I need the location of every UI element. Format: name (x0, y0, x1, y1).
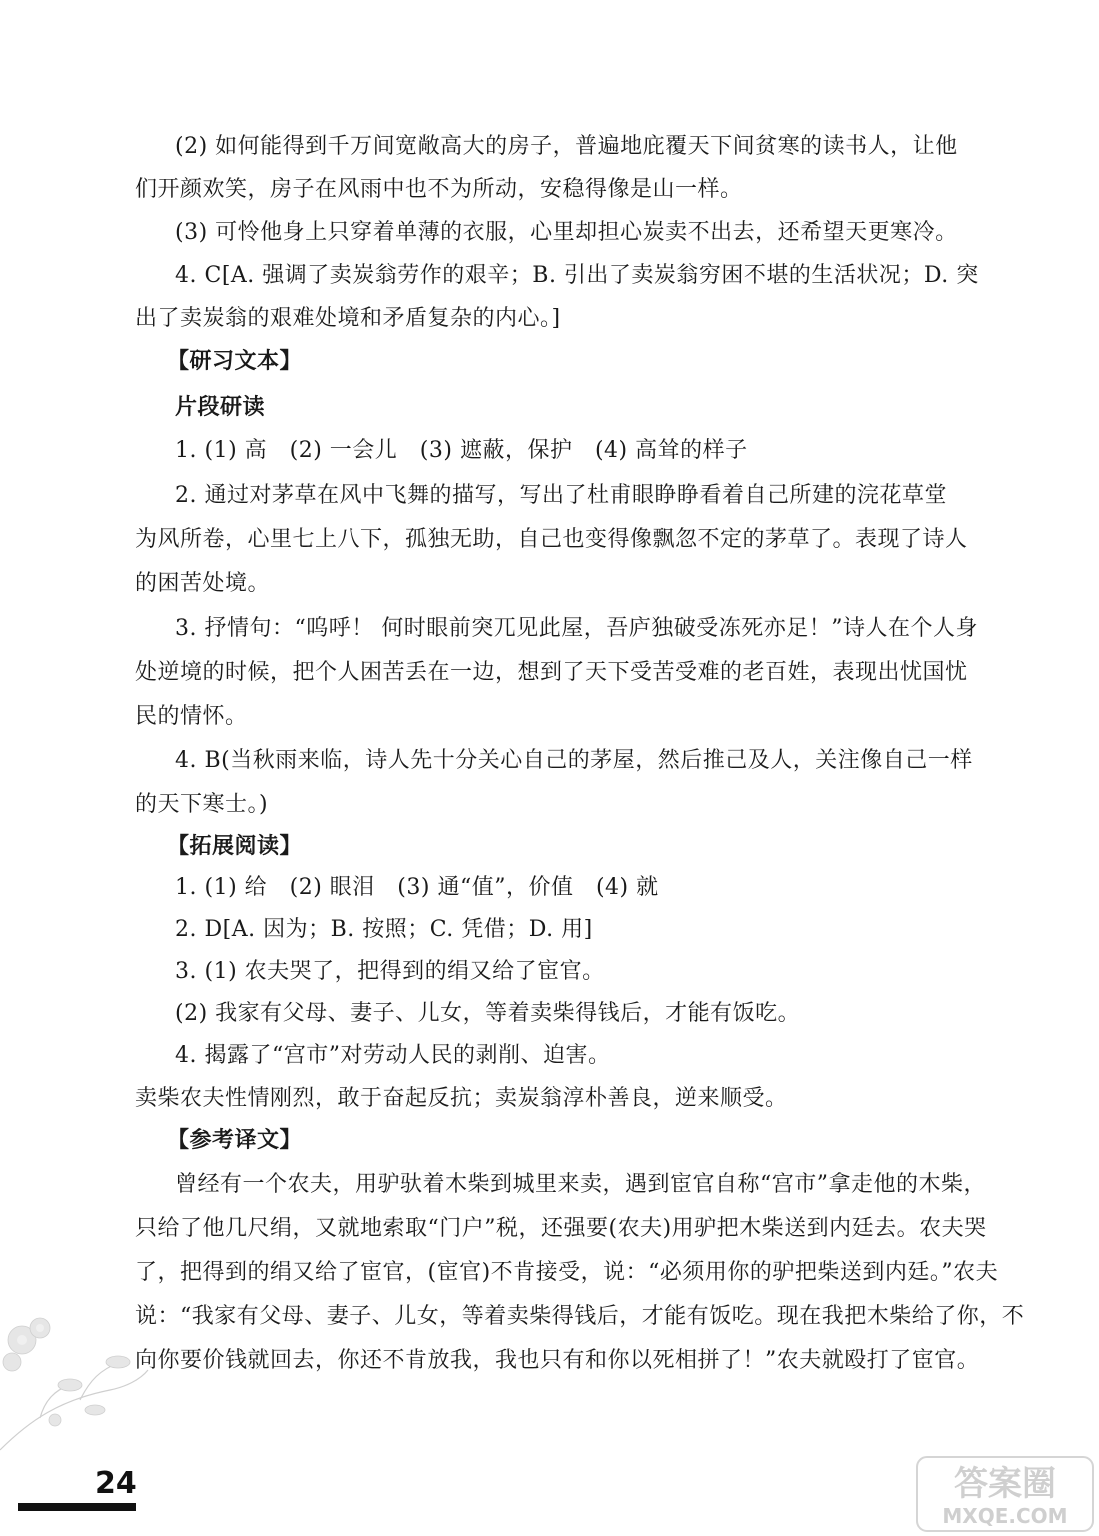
text-line: 3. (1) 农夫哭了，把得到的绢又给了宦官。 (175, 959, 605, 984)
svg-text:MXQE.COM: MXQE.COM (942, 1504, 1068, 1528)
text-line: 的天下寒士。) (135, 792, 269, 817)
text-line: (2) 如何能得到千万间宽敞高大的房子，普遍地庇覆天下间贫寒的读书人，让他 (175, 134, 958, 159)
text-line: 的困苦处境。 (135, 571, 271, 596)
text-line: 4. 揭露了“宫市”对劳动人民的剥削、迫害。 (175, 1043, 611, 1068)
watermark-logo (915, 1455, 1095, 1533)
text-line: 3. 抒情句：“呜呼！ 何时眼前突兀见此屋，吾庐独破受冻死亦足！”诗人在个人身 (175, 616, 978, 641)
text-line: 2. 通过对茅草在风中飞舞的描写，写出了杜甫眼睁睁看着自己所建的浣花草堂 (175, 483, 947, 508)
text-line: 处逆境的时候，把个人困苦丢在一边，想到了天下受苦受难的老百姓，表现出忧国忧 (135, 660, 968, 685)
section-heading: 【参考译文】 (167, 1128, 303, 1153)
text-line: 为风所卷，心里七上八下，孤独无助，自己也变得像飘忽不定的茅草了。表现了诗人 (135, 527, 968, 552)
text-line: 曾经有一个农夫，用驴驮着木柴到城里来卖，遇到宦官自称“宫市”拿走他的木柴， (175, 1172, 986, 1197)
text-line: 4. B(当秋雨来临，诗人先十分关心自己的茅屋，然后推己及人，关注像自己一样 (175, 748, 973, 773)
text-line: 向你要价钱就回去，你还不肯放我，我也只有和你以死相拼了！”农夫就殴打了宦官。 (135, 1348, 980, 1373)
page-number: 24 (95, 1466, 137, 1501)
text-line: 卖柴农夫性情刚烈，敢于奋起反抗；卖炭翁淳朴善良，逆来顺受。 (135, 1086, 788, 1111)
subsection-heading: 片段研读 (175, 395, 266, 420)
text-line: 民的情怀。 (135, 704, 248, 729)
section-heading: 【研习文本】 (167, 349, 303, 374)
text-line: 1. (1) 给 (2) 眼泪 (3) 通“值”，价值 (4) 就 (175, 875, 659, 900)
text-line: 只给了他几尺绢，又就地索取“门户”税，还强要(农夫)用驴把木柴送到内廷去。农夫哭 (135, 1216, 987, 1241)
text-line: 出了卖炭翁的艰难处境和矛盾复杂的内心。] (135, 306, 561, 331)
footer-bar (18, 1503, 136, 1511)
text-line: 2. D[A. 因为；B. 按照；C. 凭借；D. 用] (175, 917, 593, 942)
text-line: 了，把得到的绢又给了宦官，(宦官)不肯接受，说：“必须用你的驴把柴送到内廷。”农夫 (135, 1260, 999, 1285)
section-heading: 【拓展阅读】 (167, 834, 303, 859)
text-line: 说：“我家有父母、妻子、儿女，等着卖柴得钱后，才能有饭吃。现在我把木柴给了你，不 (135, 1304, 1025, 1329)
text-line: (2) 我家有父母、妻子、儿女，等着卖柴得钱后，才能有饭吃。 (175, 1001, 801, 1026)
text-line: (3) 可怜他身上只穿着单薄的衣服，心里却担心炭卖不出去，还希望天更寒冷。 (175, 220, 958, 245)
svg-text:答案圈: 答案圈 (954, 1464, 1056, 1504)
floral-decoration (0, 1300, 150, 1460)
text-line: 4. C[A. 强调了卖炭翁劳作的艰辛；B. 引出了卖炭翁穷困不堪的生活状况；D. 突 (175, 263, 979, 288)
text-line: 们开颜欢笑，房子在风雨中也不为所动，安稳得像是山一样。 (135, 177, 743, 202)
text-line: 1. (1) 高 (2) 一会儿 (3) 遮蔽，保护 (4) 高耸的样子 (175, 438, 748, 463)
